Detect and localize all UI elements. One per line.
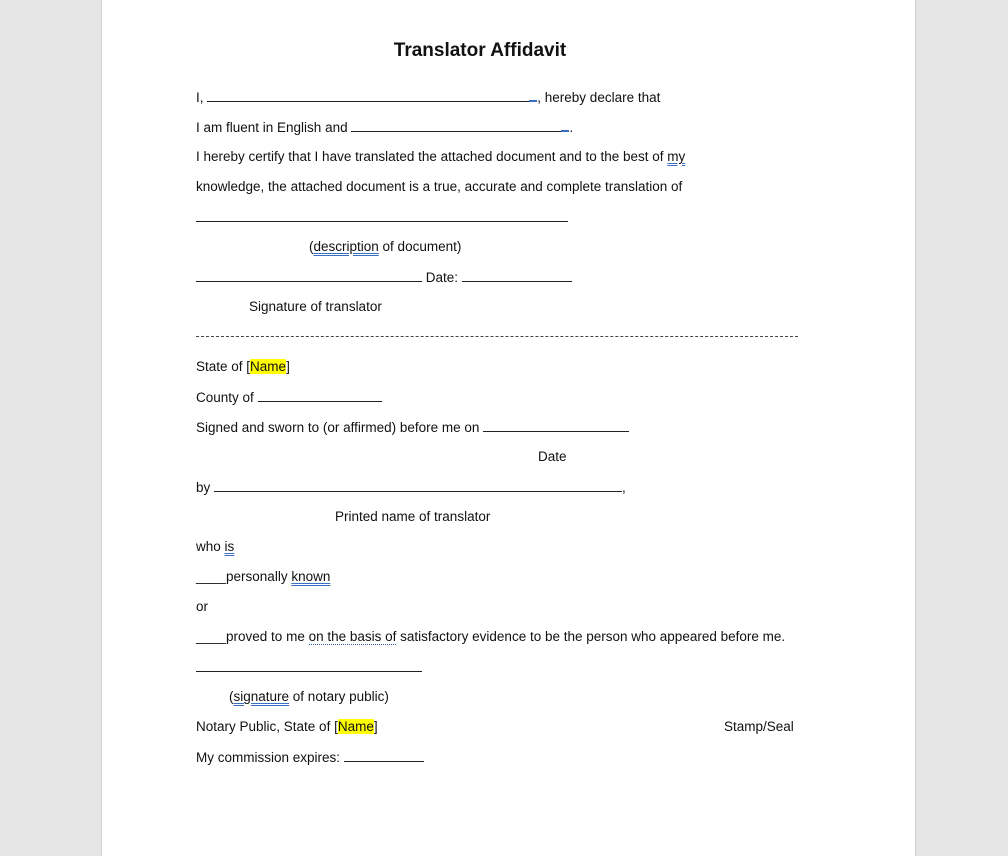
proved-line[interactable]: ____proved to me on the basis of satisfactory evidence to be the person who appeared before me. [196,629,786,644]
state-line: State of [Name] [196,359,290,374]
by-line: by , [196,480,626,495]
date-blank[interactable] [462,268,572,282]
declarant-suffix: , hereby declare that [537,90,661,105]
stamp-seal-label: Stamp/Seal [724,719,794,734]
or-label: or [196,599,209,614]
signature-word: signature [233,689,290,704]
county-line [196,388,382,407]
commission-date-blank[interactable] [344,748,424,762]
declarant-name-blank[interactable] [207,88,529,102]
section-divider [196,336,798,337]
translator-signature-line [196,268,572,287]
personally-known-line[interactable]: ____personally known [196,569,331,584]
who-is-word: is [224,539,235,554]
known-word: known [291,569,331,584]
declarant-prefix: I, [196,90,204,105]
sworn-date-blank[interactable] [483,418,629,432]
translator-signature-blank[interactable] [196,268,422,282]
date-caption: Date [538,449,567,464]
translator-signature-caption: Signature of translator [249,299,382,314]
sworn-line [196,418,629,437]
description-blank[interactable] [196,208,568,222]
notary-public-line: Notary Public, State of [Name] [196,719,378,734]
county-label: County of [196,390,254,405]
printed-name-blank[interactable] [214,478,622,492]
language-blank[interactable] [351,118,561,132]
commission-label: My commission expires: [196,750,341,765]
commission-line [196,748,424,767]
description-word: description [313,239,379,254]
who-is-line: who is [196,539,235,554]
by-label: by [196,480,211,495]
notary-signature-line [196,658,422,677]
knowledge-line: knowledge, the attached document is a true, accurate and complete translation of [196,179,683,194]
document-title: Translator Affidavit [393,40,567,61]
basis-phrase: on the basis of [308,629,397,644]
certify-line [196,148,685,166]
state-name-placeholder[interactable]: Name [250,359,287,374]
certify-my: my [667,149,686,164]
description-caption: (description of document) [309,239,462,254]
printed-name-caption: Printed name of translator [335,509,491,524]
county-blank[interactable] [258,388,382,402]
sworn-label: Signed and sworn to (or affirmed) before me on [196,420,480,435]
certify-text: I hereby certify that I have translated the attached document and to the best of [196,149,668,164]
fluency-line: I am fluent in English and . [196,120,574,135]
notary-state-placeholder[interactable]: Name [337,719,374,734]
date-label: Date: [425,270,459,285]
description-line [196,208,568,227]
declarant-line [196,88,660,107]
notary-signature-blank[interactable] [196,658,422,672]
notary-signature-caption: (signature of notary public) [229,689,389,704]
fluency-label: I am fluent in English and [196,120,348,135]
